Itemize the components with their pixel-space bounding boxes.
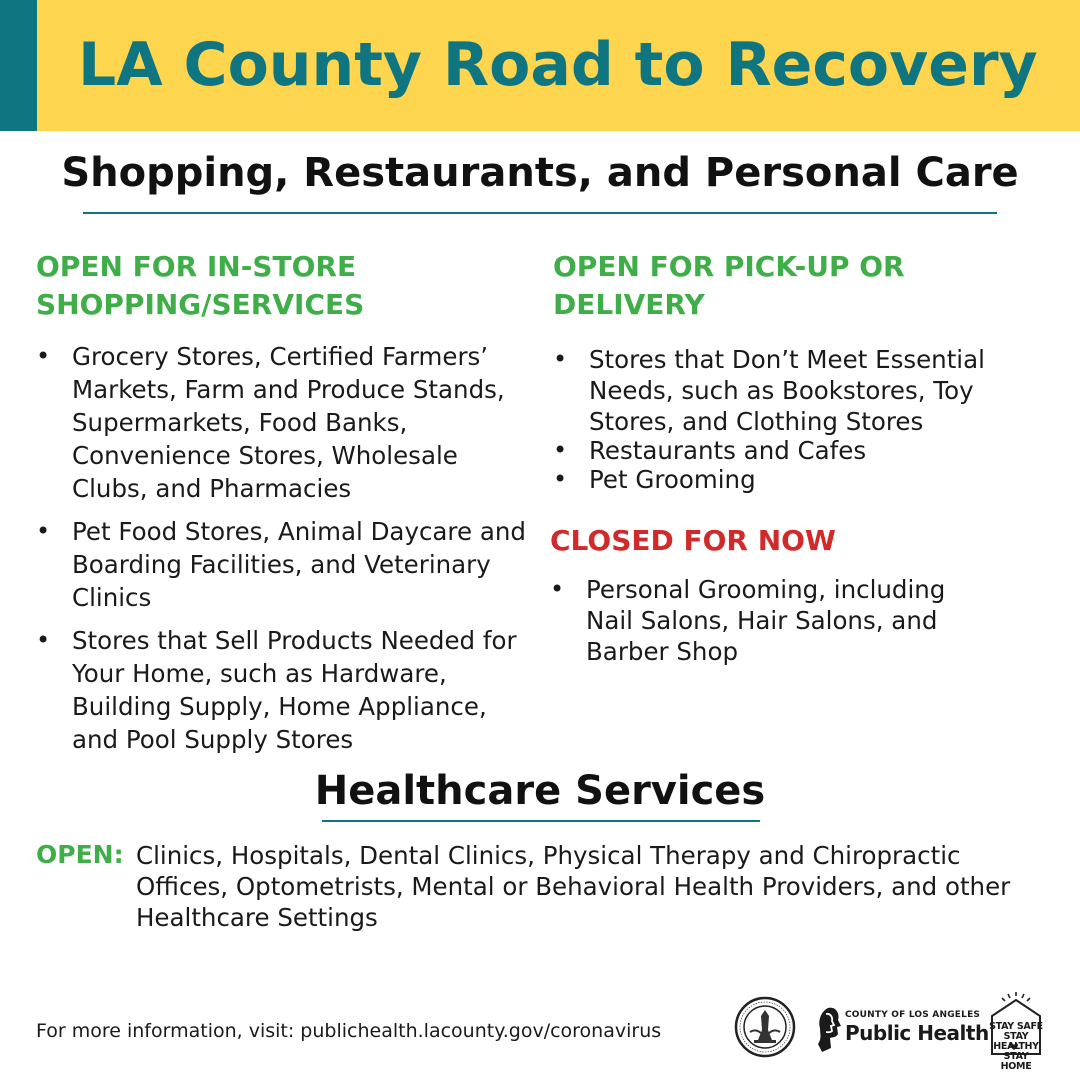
list-item [553,464,1033,495]
stay-healthy-line: STAY HEALTHY [993,1031,1039,1052]
in-store-heading [36,248,364,324]
list-item-text: Pet Grooming [589,465,756,494]
pickup-list [553,344,1033,493]
list-item-text: Personal Grooming, including Nail Salons, Hair Salons, and Barber Shop [586,575,946,666]
in-store-list [36,340,526,766]
closed-list [550,574,990,665]
pickup-heading-line1: OPEN FOR PICK-UP OR [553,250,905,283]
healthcare-open-label: OPEN: [36,840,124,869]
shopping-title-underline [83,212,997,214]
list-item [550,574,990,667]
pickup-heading [553,248,905,324]
healthcare-open-text: Clinics, Hospitals, Dental Clinics, Physical Therapy and Chiropractic Offices, Optometrists, Mental or Behavioral Health Providers, and other Healthcare Settings [136,841,1011,932]
list-item [36,515,526,614]
bullet-icon: • [553,345,568,373]
bullet-icon: • [36,517,51,545]
footer-info: For more information, visit: publichealth.lacounty.gov/coronavirus [36,1020,662,1042]
bullet-icon: • [553,465,568,493]
in-store-heading-line2: SHOPPING/SERVICES [36,288,365,321]
closed-heading: CLOSED FOR NOW [550,524,836,557]
public-health-wordmark: Public Health [845,1021,989,1045]
stay-safe-text [988,1022,1044,1072]
healthcare-title-underline [322,820,760,822]
header-accent-bar [0,0,37,131]
page-title: LA County Road to Recovery [78,30,1038,100]
list-item-text: Restaurants and Cafes [589,436,867,465]
healthcare-section-title: Healthcare Services [314,768,766,814]
list-item [36,624,526,756]
stay-safe-line: STAY SAFE [989,1021,1043,1032]
public-health-county-text: COUNTY OF LOS ANGELES [845,1010,981,1020]
list-item [36,340,526,505]
list-item-text: Stores that Sell Products Needed for Your Home, such as Hardware, Building Supply, Home Appliance, and Pool Supply Stores [72,626,517,754]
list-item-text: Pet Food Stores, Animal Daycare and Boarding Facilities, and Veterinary Clinics [72,517,526,612]
shopping-section-title: Shopping, Restaurants, and Personal Care [61,150,1019,196]
county-seal-icon [734,996,796,1058]
public-health-profile-icon [814,1004,844,1056]
list-item-text: Grocery Stores, Certified Farmers’ Markets, Farm and Produce Stands, Supermarkets, Food Banks, Convenience Stores, Wholesale Clubs, and Pharmacies [72,342,505,503]
list-item [553,344,1033,437]
list-item-text: Stores that Don’t Meet Essential Needs, such as Bookstores, Toy Stores, and Clothing Stores [589,345,985,436]
in-store-heading-line1: OPEN FOR IN-STORE [36,250,357,283]
bullet-icon: • [550,575,565,603]
stay-home-line: STAY HOME [1000,1051,1032,1072]
bullet-icon: • [553,436,568,464]
bullet-icon: • [36,626,51,654]
list-item [553,435,1033,466]
bullet-icon: • [36,342,51,370]
pickup-heading-line2: DELIVERY [553,288,705,321]
